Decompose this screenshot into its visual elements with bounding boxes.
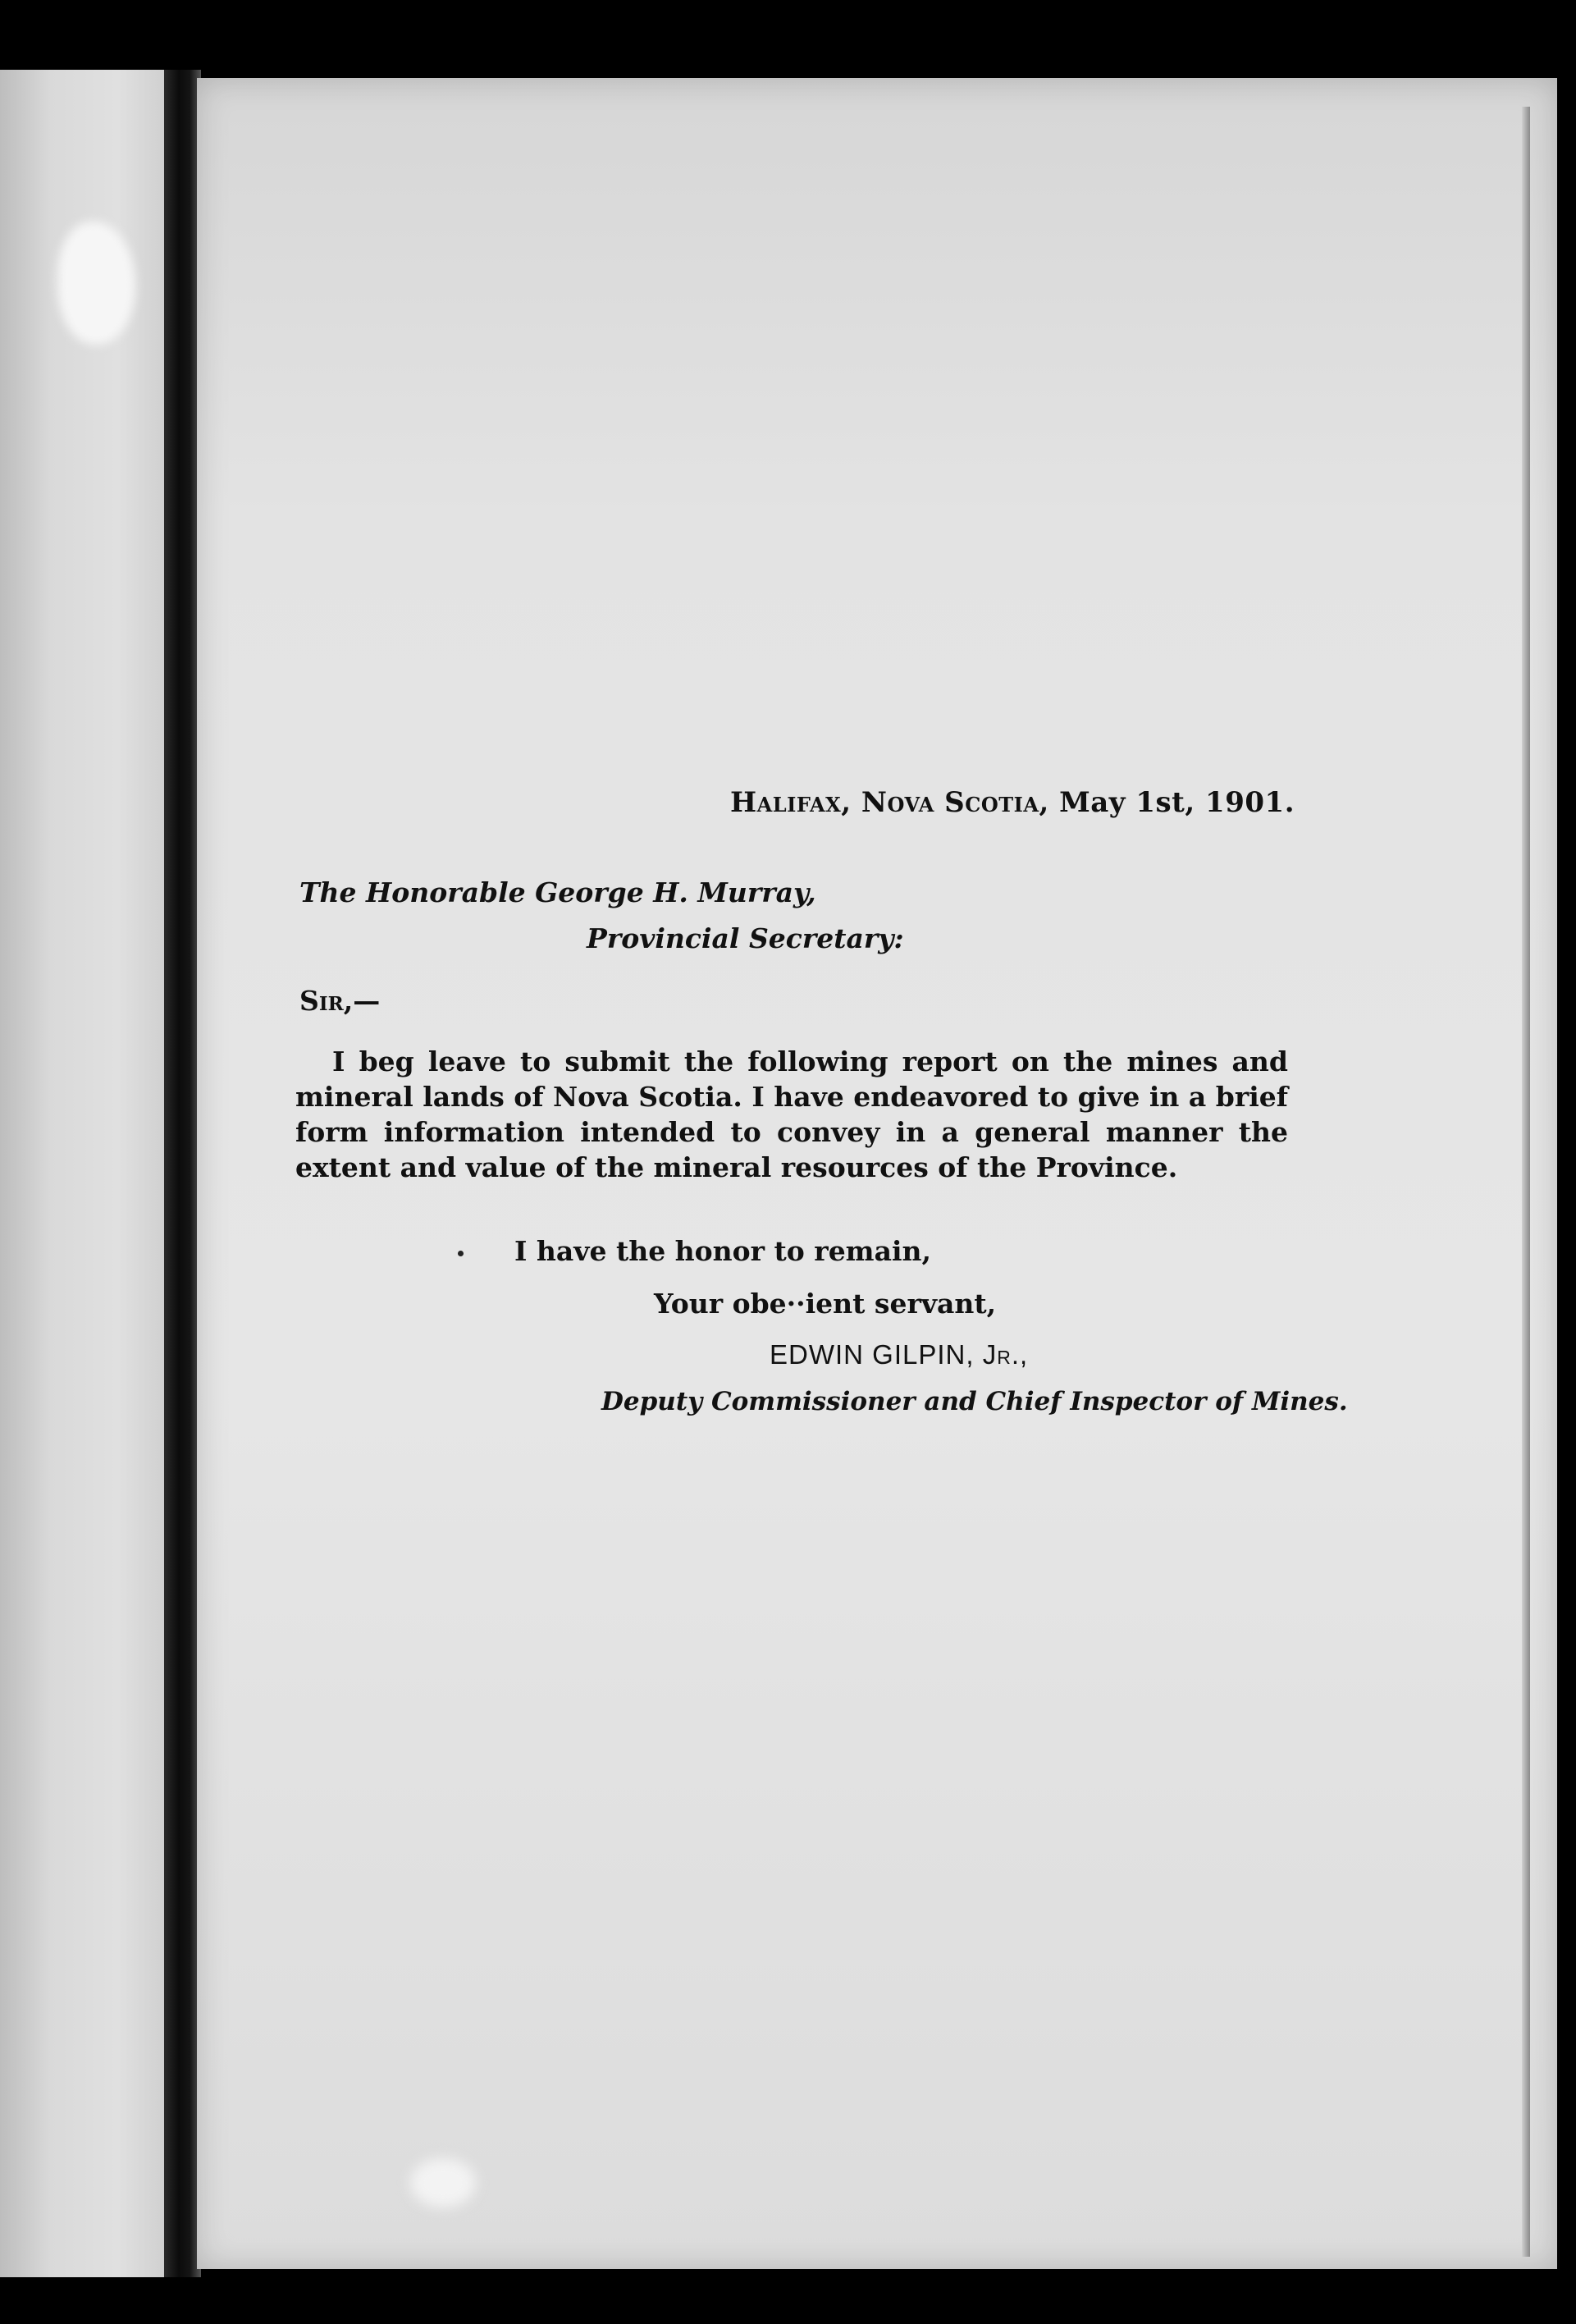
signature-name-text: EDWIN GILPIN, (770, 1339, 975, 1370)
dateline-date: May 1st, 1901. (1059, 786, 1295, 819)
page-edge (1522, 107, 1530, 2257)
dateline (730, 786, 1295, 819)
paper-stain (57, 222, 135, 345)
left-facing-page (0, 70, 168, 2277)
signature-name (770, 1339, 1028, 1370)
signature-suffix: Jr., (982, 1339, 1029, 1370)
addressee-name: The Honorable George H. Murray, (299, 876, 816, 908)
salutation: Sir,— (299, 985, 381, 1017)
stray-mark (458, 1251, 464, 1256)
dateline-place: Halifax, Nova Scotia, (730, 786, 1049, 819)
addressee-title: Provincial Secretary: (587, 922, 904, 954)
valediction: Your obe··ient servant, (654, 1288, 997, 1320)
signature-title: Deputy Commissioner and Chief Inspector of Mines. (601, 1387, 1348, 1416)
paper-stain (410, 2158, 476, 2207)
letter-body: I beg leave to submit the following report on the mines and mineral lands of Nova Scotia. I have endeavored to give in a brief form information intended to convey in a general manner the extent and value of the mineral resources of the Province. (295, 1045, 1288, 1183)
closing-line: I have the honor to remain, (514, 1235, 932, 1267)
book-gutter (164, 70, 201, 2277)
